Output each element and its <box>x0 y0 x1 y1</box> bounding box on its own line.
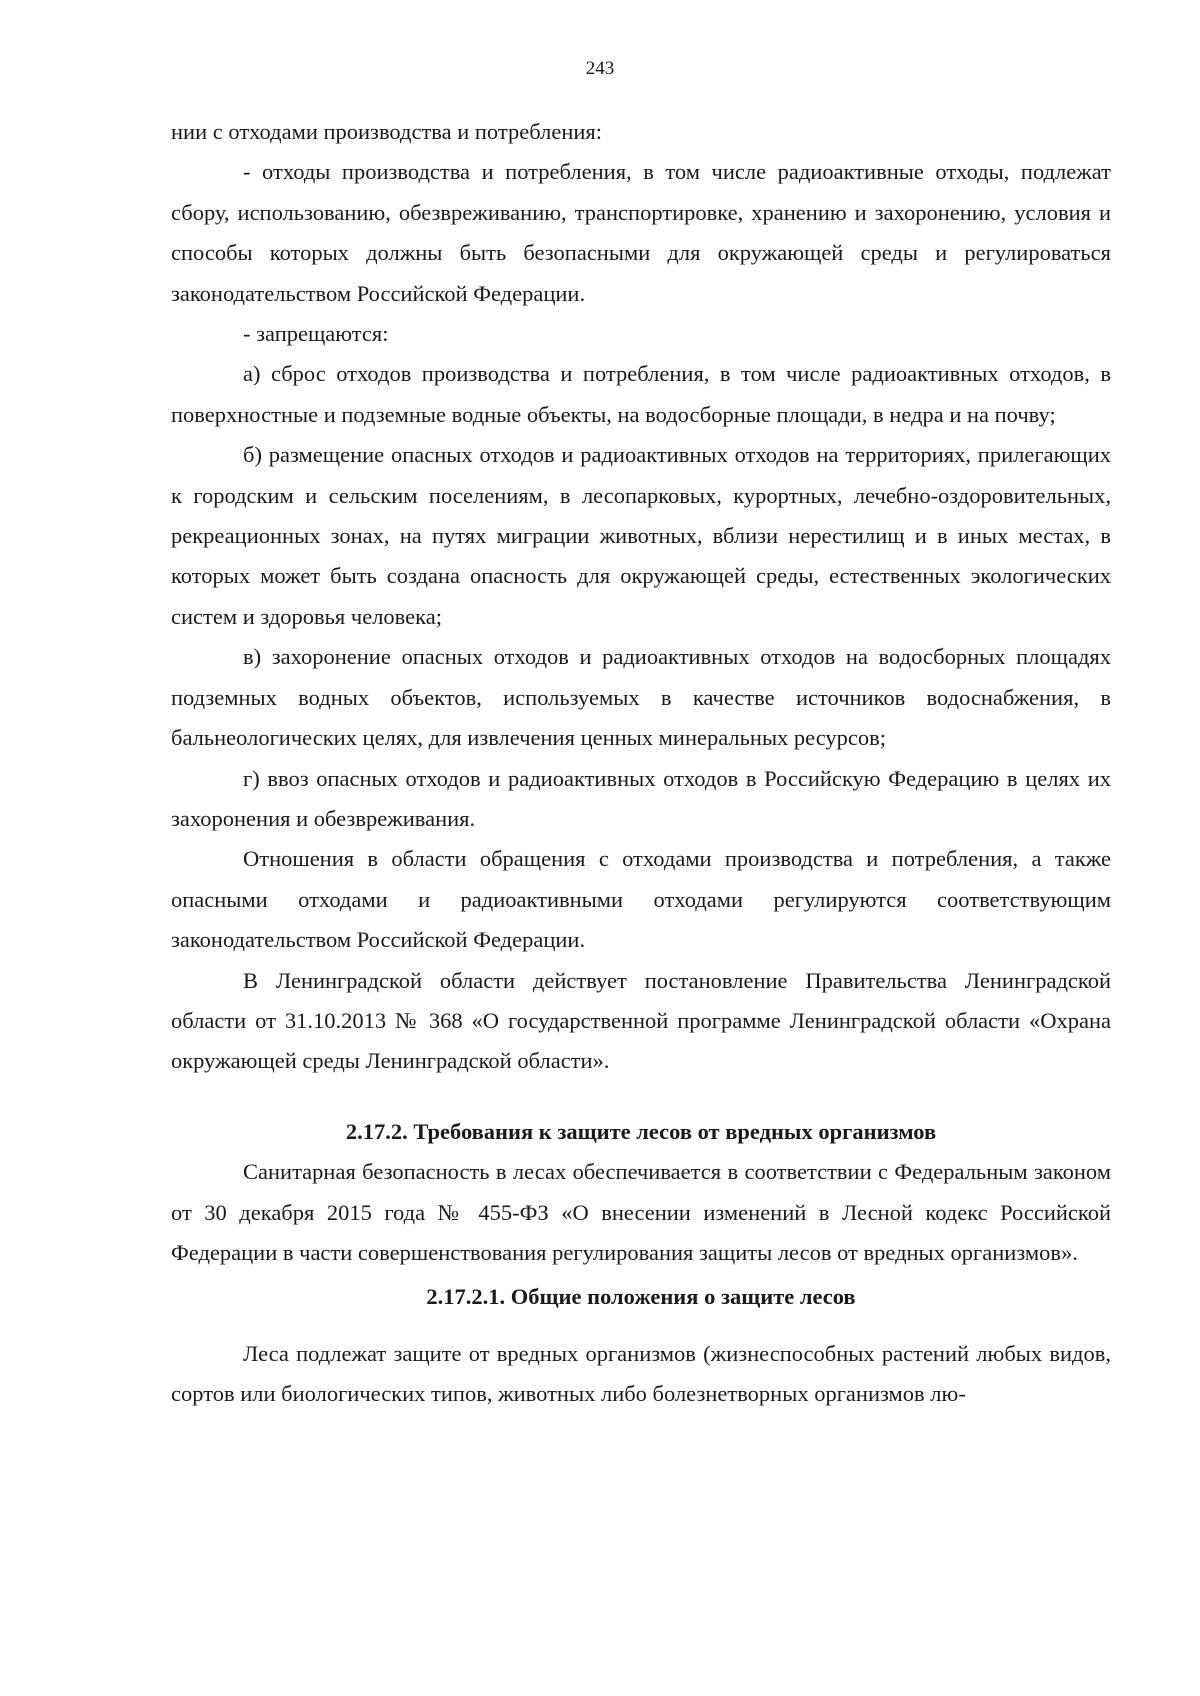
page-number: 243 <box>585 58 615 79</box>
list-item-a: а) сброс отходов производства и потребления, в том числе радиоактивных отходов, в поверхностные и подземные водные объекты, на водосборные площади, в недра и на почву; <box>171 361 1111 427</box>
paragraph-sanitary-safety: Санитарная безопасность в лесах обеспечивается в соответствии с Федеральным законом от 30 декабря 2015 года № 455-ФЗ «О внесении изменений в Лесной кодекс Российской Федерации в части совершенствования регулирования защиты лесов от вредных организмов». <box>171 1159 1111 1265</box>
list-item-g: г) ввоз опасных отходов и радиоактивных отходов в Российскую Федерацию в целях их захоронения и обезвреживания. <box>171 765 1111 831</box>
paragraph-prohibited: - запрещаются: <box>243 321 389 347</box>
subsection-heading-wrap <box>171 1277 1111 1317</box>
list-item-b: б) размещение опасных отходов и радиоактивных отходов на территориях, прилегающих к городским и сельским поселениям, в лесопарковых, курортных, лечебно-оздоровительных, рекреационных зонах, на путях миграции животных, вблизи нерестилищ и в иных местах, в которых может быть создана опасность для окружающей среды, естественных экологических систем и здоровья человека; <box>171 442 1111 629</box>
subsection-heading-general-provisions: 2.17.2.1. Общие положения о защите лесов <box>426 1284 856 1310</box>
paragraph-leningrad-program: В Ленинградской области действует постановление Правительства Ленинградской области от 31.10.2013 № 368 «О государственной программе Ленинградской области «Охрана окружающей среды Ленинградской области». <box>171 967 1111 1074</box>
list-item-v: в) захоронение опасных отходов и радиоактивных отходов на водосборных площадях подземных водных объектов, используемых в качестве источников водоснабжения, в бальнеологических целях, для извлечения ценных минеральных ресурсов; <box>171 644 1111 751</box>
paragraph-regulation: Отношения в области обращения с отходами производства и потребления, а также опасными отходами и радиоактивными отходами регулируются соответствующим законодательством Российской Федерации. <box>171 846 1111 953</box>
section-heading-forest-protection: 2.17.2. Требования к защите лесов от вредных организмов <box>345 1118 937 1144</box>
paragraph-forest-pests: Леса подлежат защите от вредных организмов (жизнеспособных растений любых видов, сортов или биологических типов, животных либо болезнетворных организмов лю- <box>171 1340 1111 1407</box>
paragraph-waste-disposal: - отходы производства и потребления, в том числе радиоактивные отходы, подлежат сбору, использованию, обезвреживанию, транспортировке, хранению и захоронению, условия и способы которых должны быть безопасными для окружающей среды и регулироваться законодательством Российской Федерации. <box>171 159 1111 306</box>
section-spacer <box>171 1082 1111 1112</box>
paragraph-intro: нии с отходами производства и потребления: <box>171 119 603 144</box>
document-body <box>171 112 1111 1415</box>
